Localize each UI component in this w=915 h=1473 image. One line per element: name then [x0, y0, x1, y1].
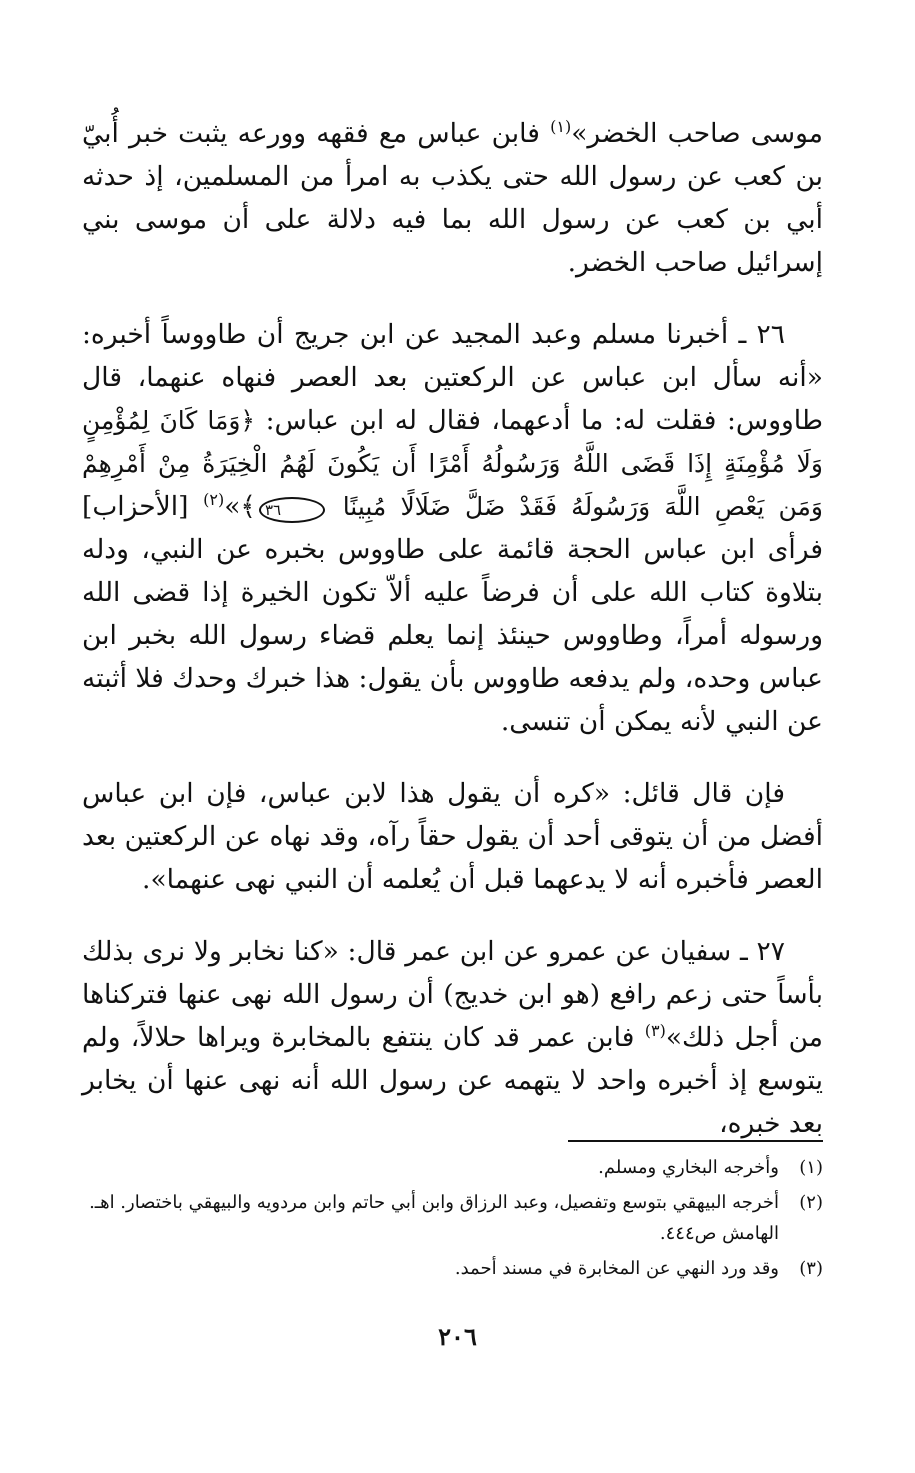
footnote-separator [568, 1140, 823, 1142]
paragraph-1 [82, 112, 823, 284]
footnote-3 [82, 1253, 823, 1284]
paragraph-4-rest: فابن عمر قد كان ينتفع بالمخابرة ويراها حلالاً، ولم يتوسع إذ أخبره واحد لا يتهمه عن رسول الله أنه نهى عنها أن يخابر بعد خبره، [82, 1022, 823, 1139]
footnote-number: (١) [799, 1157, 823, 1178]
footnote-text: أخرجه البيهقي بتوسع وتفصيل، وعبد الرزاق وابن أبي حاتم وابن مردويه والبيهقي باختصار. اهـ. الهامش ص٤٤٤. [89, 1192, 779, 1244]
paragraph-2-start: ٢٦ ـ أخبرنا مسلم وعبد المجيد عن ابن جريج أن طاووساً أخبره: «أنه سأل ابن عباس عن الركعتين بعد العصر فنهاه عنهما، قال طاووس: فقلت له: ما أدعهما، فقال له ابن عباس: [82, 319, 823, 436]
quran-verse: ﴿وَمَا كَانَ لِمُؤْمِنٍ وَلَا مُؤْمِنَةٍ إِذَا قَضَى اللَّهُ وَرَسُولُهُ أَمْرًا أَن يَكُونَ لَهُمُ الْخِيَرَةُ مِنْ أَمْرِهِمْ وَمَن يَعْصِ اللَّهَ وَرَسُولَهُ فَقَدْ ضَلَّ ضَلَالًا مُبِينًا [82, 406, 823, 521]
footnote-text: وقد ورد النهي عن المخابرة في مسند أحمد. [454, 1258, 779, 1279]
footnote-2 [82, 1187, 823, 1249]
footnote-ref-1[interactable]: (١) [550, 117, 572, 137]
paragraph-1-rest: فابن عباس مع فقهه وورعه يثبت خبر أُبيّ بن كعب عن رسول الله حتى يكذب به امرأ من المسلمين، إذ حدثه أبي بن كعب عن رسول الله بما فيه دلالة على أن موسى بني إسرائيل صاحب الخضر. [82, 118, 823, 278]
paragraph-1-start: موسى صاحب الخضر» [571, 118, 823, 149]
paragraph-2 [82, 313, 823, 743]
paragraph-4 [82, 930, 823, 1145]
footnotes [82, 1152, 823, 1288]
quran-close: ﴾» [224, 491, 256, 522]
verse-number-mark: ٣٦ [259, 497, 325, 523]
main-text [82, 112, 823, 1145]
paragraph-2-rest: [الأحزاب] فرأى ابن عباس الحجة قائمة على طاووس بخبره عن النبي، ودله بتلاوة كتاب الله على أن فرضاً عليه ألاّ تكون الخيرة إذا قضى الله ورسوله أمراً، وطاووس حينئذ إنما يعلم قضاء رسول الله بخبر ابن عباس وحده، ولم يدفعه طاووس بأن يقول: هذا خبرك وحدك فلا أثبته عن النبي لأنه يمكن أن تنسى. [82, 491, 823, 737]
page-number: ٢٠٦ [438, 1322, 477, 1351]
paragraph-3 [82, 772, 823, 901]
footnote-text: وأخرجه البخاري ومسلم. [598, 1157, 779, 1178]
paragraph-3-text: فإن قال قائل: «كره أن يقول هذا لابن عباس، فإن ابن عباس أفضل من أن يتوقى أحد أن يقول حقاً رآه، وقد نهاه عن الركعتين بعد العصر فأخبره أنه لا يدعهما قبل أن يُعلمه أن النبي نهى عنهما». [82, 778, 823, 895]
paragraph-4-start: ٢٧ ـ سفيان عن عمرو عن ابن عمر قال: «كنا نخابر ولا نرى بذلك بأساً حتى زعم رافع (هو ابن خديج) أن رسول الله نهى عنها فتركناها من أجل ذلك» [82, 936, 823, 1053]
footnote-number: (٢) [799, 1192, 823, 1213]
footnote-1 [82, 1152, 823, 1183]
footnote-ref-3[interactable]: (٣) [644, 1021, 666, 1041]
footnote-number: (٣) [799, 1258, 823, 1279]
footnote-ref-2[interactable]: (٢) [203, 490, 225, 510]
